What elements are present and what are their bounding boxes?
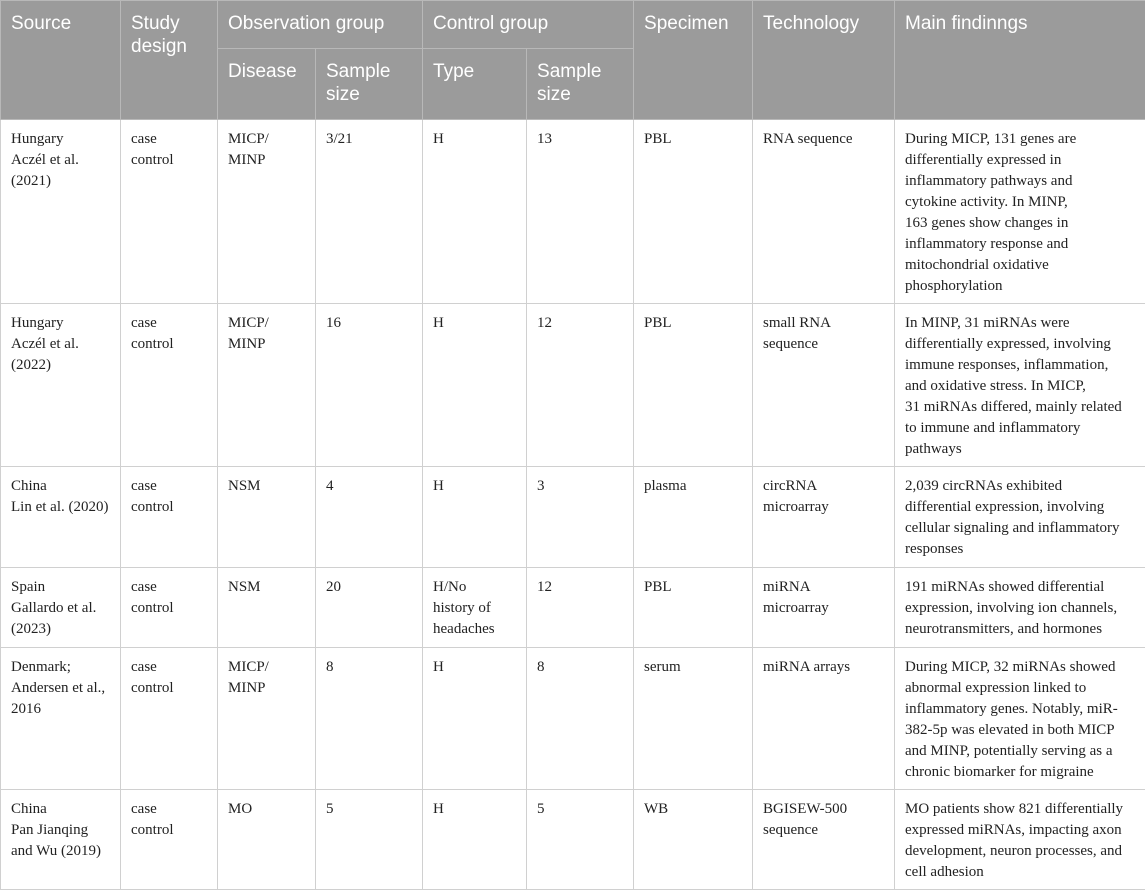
cell-source: Spain Gallardo et al. (2023) [1,568,121,648]
cell-specimen: serum [634,648,753,790]
table-row [1,304,1145,467]
table-row [1,648,1145,790]
cell-source: Hungary Aczél et al. (2022) [1,304,121,467]
col-technology: Technology [753,1,895,120]
col-specimen: Specimen [634,1,753,120]
cell-ctrl-sample-size: 12 [527,304,634,467]
cell-obs-sample-size: 16 [316,304,423,467]
table-body [1,120,1145,890]
cell-control-type: H [423,120,527,304]
cell-source: Hungary Aczél et al. (2021) [1,120,121,304]
table-row [1,568,1145,648]
cell-source: China Pan Jianqing and Wu (2019) [1,790,121,890]
col-control-group: Control group [423,1,634,49]
cell-disease: NSM [218,568,316,648]
cell-obs-sample-size: 3/21 [316,120,423,304]
cell-source: China Lin et al. (2020) [1,467,121,568]
cell-control-type: H [423,648,527,790]
cell-disease: MO [218,790,316,890]
table-header [1,1,1145,120]
cell-study-design: case control [121,467,218,568]
cell-specimen: WB [634,790,753,890]
cell-control-type: H/No history of headaches [423,568,527,648]
cell-main-findings: During MICP, 131 genes are differentially expressed in inflammatory pathways and cytokine activity. In MINP, 163 genes show changes in inflammatory response and mitochondrial oxidative phosphorylation [895,120,1145,304]
cell-specimen: PBL [634,568,753,648]
cell-main-findings: In MINP, 31 miRNAs were differentially expressed, involving immune responses, inflammation, and oxidative stress. In MICP, 31 miRNAs differed, mainly related to immune and inflammatory pathways [895,304,1145,467]
cell-main-findings: 2,039 circRNAs exhibited differential expression, involving cellular signaling and inflammatory responses [895,467,1145,568]
col-disease: Disease [218,49,316,120]
cell-ctrl-sample-size: 8 [527,648,634,790]
cell-study-design: case control [121,648,218,790]
cell-disease: MICP/ MINP [218,648,316,790]
cell-technology: small RNA sequence [753,304,895,467]
cell-main-findings: 191 miRNAs showed differential expression, involving ion channels, neurotransmitters, and hormones [895,568,1145,648]
cell-ctrl-sample-size: 12 [527,568,634,648]
col-source: Source [1,1,121,120]
cell-technology: RNA sequence [753,120,895,304]
cell-control-type: H [423,790,527,890]
col-study-design: Study design [121,1,218,120]
cell-technology: BGISEW-500 sequence [753,790,895,890]
cell-obs-sample-size: 20 [316,568,423,648]
col-observation-group: Observation group [218,1,423,49]
cell-control-type: H [423,304,527,467]
cell-technology: miRNA arrays [753,648,895,790]
table-row [1,790,1145,890]
cell-specimen: PBL [634,120,753,304]
cell-study-design: case control [121,120,218,304]
cell-study-design: case control [121,304,218,467]
cell-disease: MICP/ MINP [218,304,316,467]
table-row [1,467,1145,568]
cell-disease: MICP/ MINP [218,120,316,304]
cell-obs-sample-size: 4 [316,467,423,568]
cell-ctrl-sample-size: 3 [527,467,634,568]
cell-disease: NSM [218,467,316,568]
cell-source: Denmark; Andersen et al., 2016 [1,648,121,790]
cell-ctrl-sample-size: 13 [527,120,634,304]
cell-main-findings: MO patients show 821 differentially expressed miRNAs, impacting axon development, neuron processes, and cell adhesion [895,790,1145,890]
col-main-findings: Main findinngs [895,1,1145,120]
cell-technology: miRNA microarray [753,568,895,648]
col-type: Type [423,49,527,120]
table-row [1,120,1145,304]
cell-obs-sample-size: 8 [316,648,423,790]
cell-study-design: case control [121,568,218,648]
col-obs-sample-size: Sample size [316,49,423,120]
cell-main-findings: During MICP, 32 miRNAs showed abnormal expression linked to inflammatory genes. Notably, miR- 382-5p was elevated in both MICP and MINP, potentially serving as a chronic biomarker for migraine [895,648,1145,790]
cell-technology: circRNA microarray [753,467,895,568]
cell-specimen: PBL [634,304,753,467]
cell-ctrl-sample-size: 5 [527,790,634,890]
cell-study-design: case control [121,790,218,890]
cell-control-type: H [423,467,527,568]
cell-obs-sample-size: 5 [316,790,423,890]
cell-specimen: plasma [634,467,753,568]
col-ctrl-sample-size: Sample size [527,49,634,120]
